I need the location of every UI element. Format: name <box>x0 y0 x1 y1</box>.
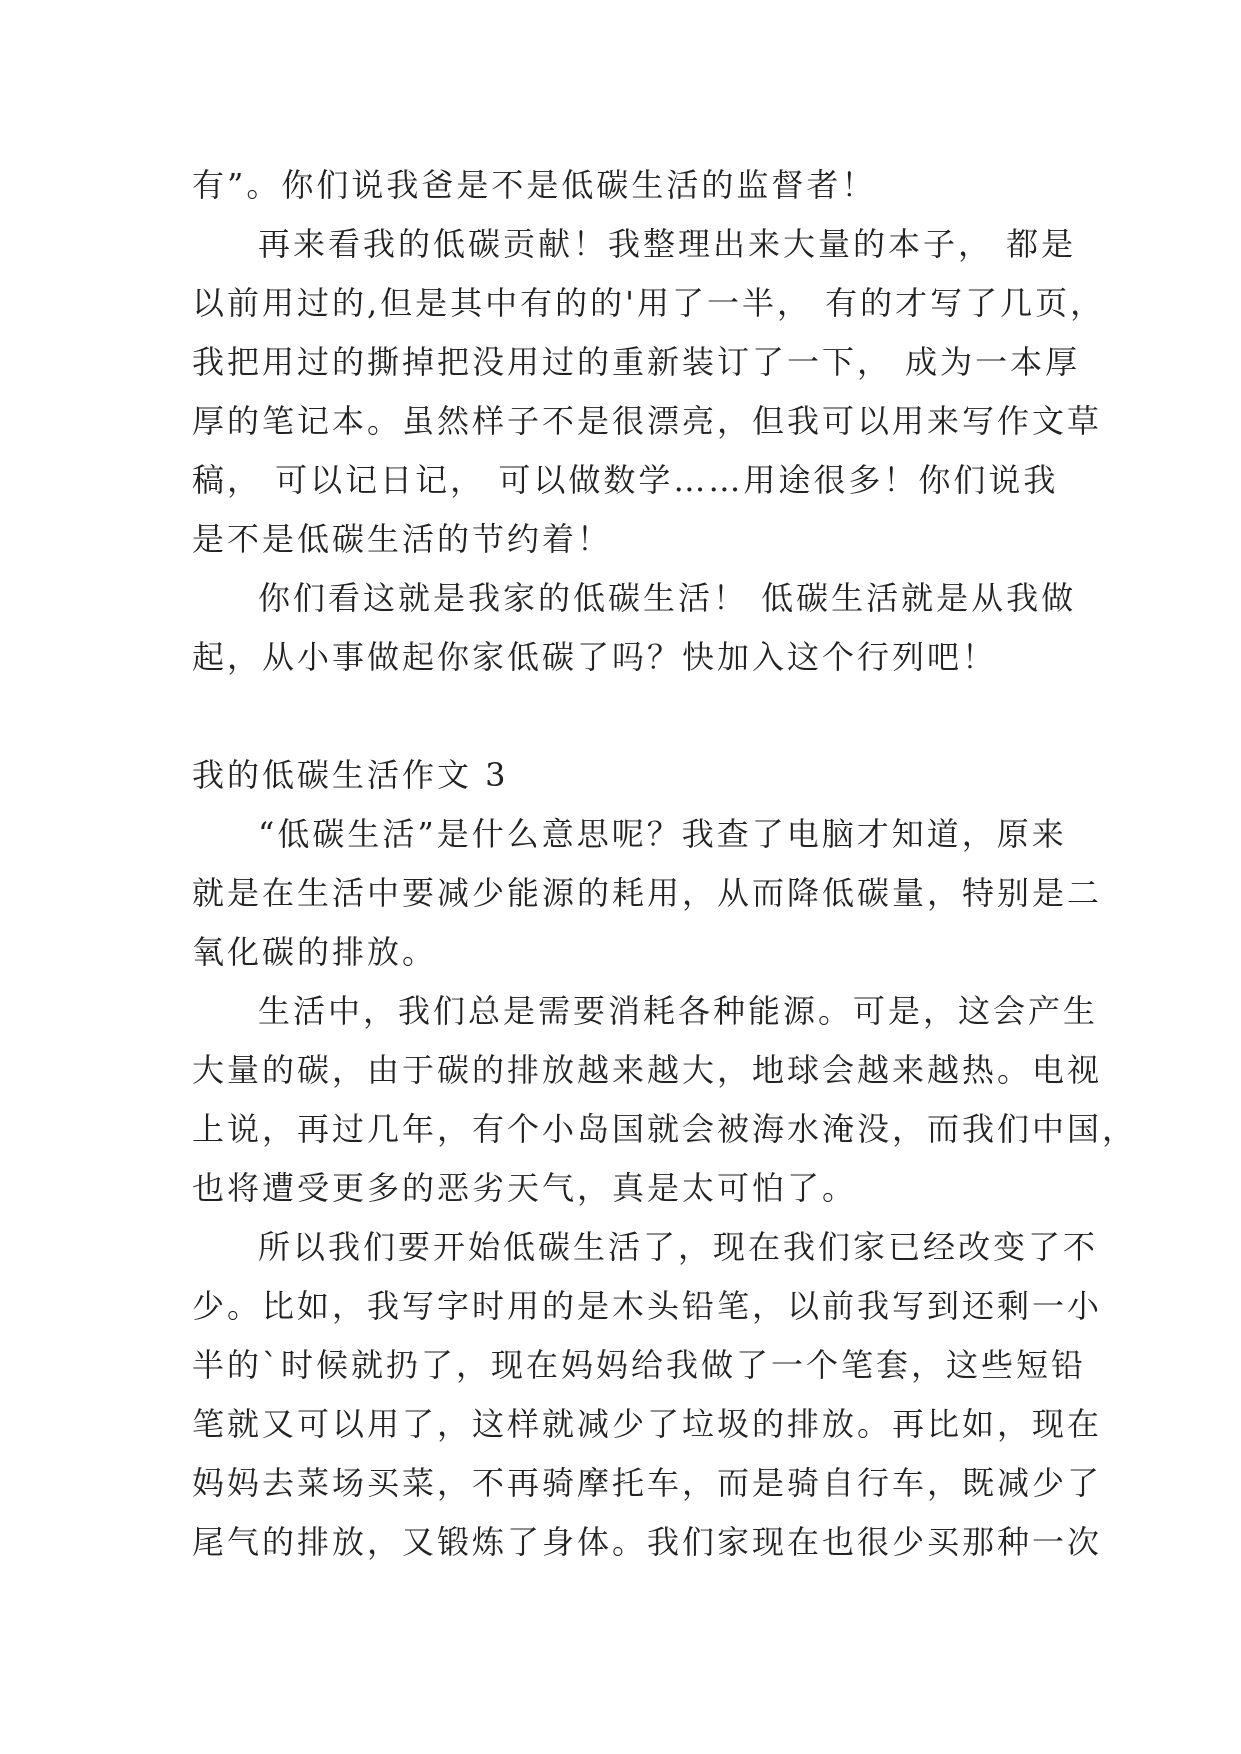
heading-text: 我的低碳生活作文 3 <box>192 756 509 794</box>
text-line: 你们看这就是我家的低碳生活！ 低碳生活就是从我做 <box>258 579 1077 617</box>
text-line: 再来看我的低碳贡献！我整理出来大量的本子， 都是 <box>258 225 1077 263</box>
section-heading <box>192 746 1052 805</box>
paragraph <box>192 156 1052 215</box>
document-body <box>192 156 1138 1572</box>
paragraph <box>192 805 1103 982</box>
text-line: 所以我们要开始低碳生活了，现在我们家已经改变了不 <box>258 1228 1099 1266</box>
text-line: 也将遭受更多的恶劣天气，真是太可怕了。 <box>192 1169 858 1207</box>
paragraph <box>192 1218 1103 1572</box>
text-line: 大量的碳，由于碳的排放越来越大，地球会越来越热。电视 <box>192 1051 1103 1089</box>
text-line: 稿， 可以记日记， 可以做数学……用途很多！你们说我 <box>192 461 1059 499</box>
paragraph <box>192 215 1106 569</box>
text-line: 半的`时候就扔了，现在妈妈给我做了一个笔套，这些短铅 <box>192 1346 1087 1384</box>
section-gap <box>192 687 1052 746</box>
text-line: 厚的笔记本。虽然样子不是很漂亮，但我可以用来写作文草 <box>192 402 1103 440</box>
text-line: 上说，再过几年，有个小岛国就会被海水淹没，而我们中国， <box>192 1110 1138 1148</box>
text-line: 少。比如，我写字时用的是木头铅笔，以前我写到还剩一小 <box>192 1287 1103 1325</box>
text-line: 我把用过的撕掉把没用过的重新装订了一下， 成为一本厚 <box>192 343 1081 381</box>
text-line: 氧化碳的排放。 <box>192 933 438 971</box>
text-line: 笔就又可以用了，这样就减少了垃圾的排放。再比如，现在 <box>192 1405 1103 1443</box>
text-line: 就是在生活中要减少能源的耗用，从而降低碳量，特别是二 <box>192 874 1103 912</box>
text-line: 有”。你们说我爸是不是低碳生活的监督者！ <box>192 166 877 204</box>
paragraph <box>192 569 1077 687</box>
paragraph <box>192 982 1138 1218</box>
text-line: 妈妈去菜场买菜，不再骑摩托车，而是骑自行车，既减少了 <box>192 1464 1103 1502</box>
text-line: 以前用过的,但是其中有的的'用了一半， 有的才写了几页， <box>192 284 1106 322</box>
text-line: 生活中，我们总是需要消耗各种能源。可是，这会产生 <box>258 992 1099 1030</box>
text-line: “低碳生活”是什么意思呢？我查了电脑才知道，原来 <box>258 815 1067 853</box>
text-line: 尾气的排放，又锻炼了身体。我们家现在也很少买那种一次 <box>192 1523 1103 1561</box>
text-line: 起，从小事做起你家低碳了吗？快加入这个行列吧！ <box>192 638 998 676</box>
text-line: 是不是低碳生活的节约着！ <box>192 520 613 558</box>
